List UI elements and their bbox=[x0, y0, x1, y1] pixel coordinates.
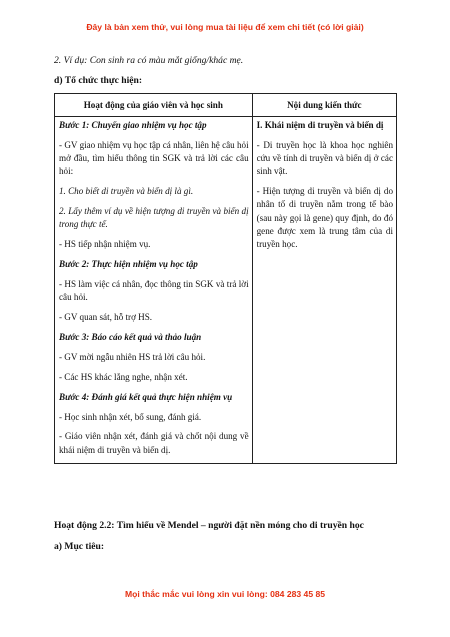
step-3-title: Bước 3: Báo cáo kết quả và thảo luận bbox=[59, 331, 202, 342]
knowledge-text-2: - Hiện tượng di truyền và biến dị do nhân tố di truyền nằm trong tế bào (sau này gọi là gene) quy định, do đó gene được xem là trung tâm của di truyền học. bbox=[256, 186, 393, 249]
step-3-text-2: - Các HS khác lắng nghe, nhận xét. bbox=[59, 371, 188, 382]
knowledge-title: I. Khái niệm di truyền và biến dị bbox=[256, 120, 384, 130]
lesson-table bbox=[54, 93, 397, 464]
step-4-title: Bước 4: Đánh giá kết quả thực hiện nhiệm vụ bbox=[59, 391, 233, 402]
step-1-receive: - HS tiếp nhận nhiệm vụ. bbox=[59, 239, 151, 250]
header-activities: Hoạt động của giáo viên và học sinh bbox=[55, 94, 253, 117]
step-2-title: Bước 2: Thực hiện nhiệm vụ học tập bbox=[59, 259, 198, 270]
objective-heading: a) Mục tiêu: bbox=[54, 541, 105, 552]
activities-cell bbox=[55, 117, 253, 464]
step-4-text-2: - Giáo viên nhận xét, đánh giá và chốt nội dung về khái niệm di truyền và biến dị. bbox=[59, 431, 249, 455]
section-d-heading: d) Tổ chức thực hiện: bbox=[54, 75, 143, 86]
header-knowledge: Nội dung kiến thức bbox=[252, 94, 396, 117]
knowledge-text-1: - Di truyền học là khoa học nghiên cứu về tính di truyền và biến dị ở các sinh vật. bbox=[256, 139, 393, 177]
contact-footer: Mọi thắc mắc vui lòng xin vui lòng: 084 283 45 85 bbox=[124, 589, 326, 599]
step-3-text-1: - GV mời ngẫu nhiên HS trả lời câu hỏi. bbox=[59, 351, 206, 362]
intro-example: 2. Ví dụ: Con sinh ra có màu mắt giống/khác mẹ. bbox=[54, 55, 244, 66]
step-2-text-1: - HS làm việc cá nhân, đọc thông tin SGK và trả lời câu hỏi. bbox=[59, 278, 249, 303]
step-2-text-2: - GV quan sát, hỗ trợ HS. bbox=[59, 312, 153, 323]
step-1-text: - GV giao nhiệm vụ học tập cá nhân, liên hệ câu hỏi mở đầu, tìm hiểu thông tin SGK và trả lời các câu hỏi: bbox=[59, 139, 249, 177]
question-1: 1. Cho biết di truyền và biến dị là gì. bbox=[59, 186, 194, 197]
activity-2-2-heading: Hoạt động 2.2: Tìm hiểu về Mendel – người đặt nền móng cho di truyền học bbox=[54, 520, 364, 531]
preview-banner: Đây là bản xem thử, vui lòng mua tài liệu để xem chi tiết (có lời giải) bbox=[86, 22, 364, 32]
knowledge-cell bbox=[252, 117, 396, 464]
step-4-text-1: - Học sinh nhận xét, bổ sung, đánh giá. bbox=[59, 411, 202, 422]
table-row bbox=[55, 117, 397, 464]
table-header-row bbox=[55, 94, 397, 117]
question-2: 2. Lấy thêm ví dụ về hiện tượng di truyền và biến dị trong thực tế. bbox=[59, 206, 249, 230]
step-1-title: Bước 1: Chuyển giao nhiệm vụ học tập bbox=[59, 120, 207, 130]
